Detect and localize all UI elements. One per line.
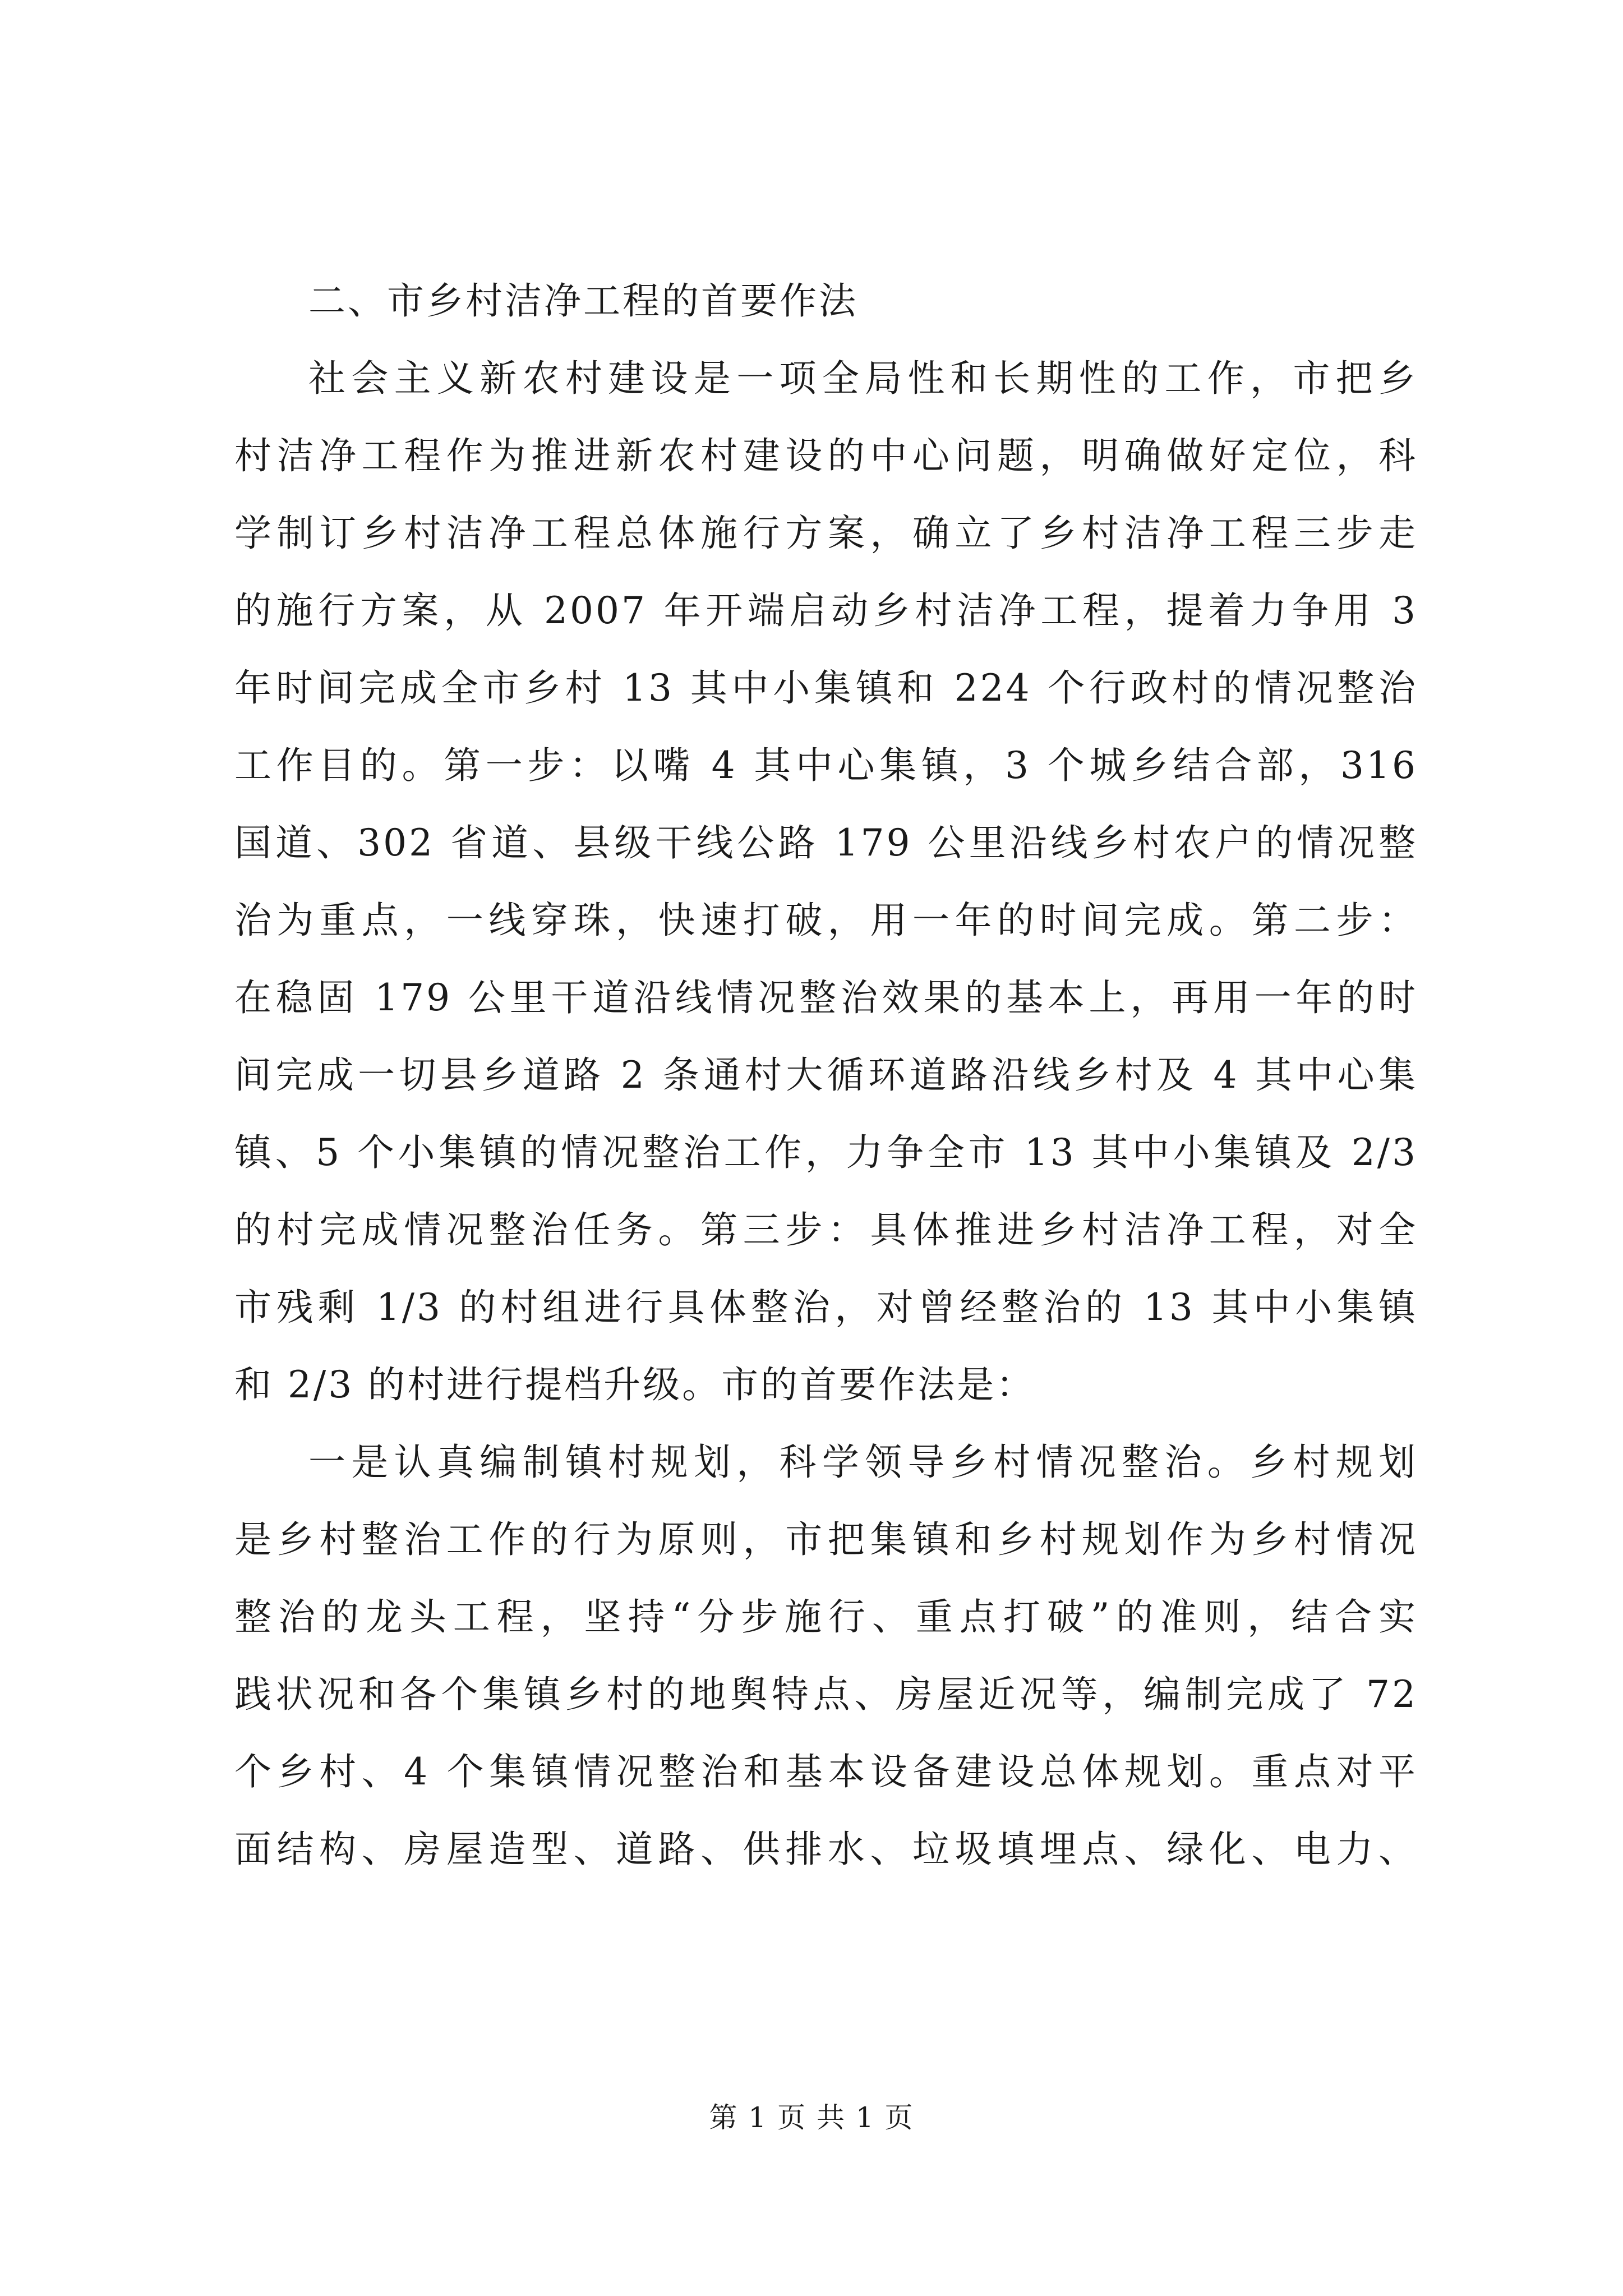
page-footer: 第 1 页 共 1 页 [709, 2101, 914, 2134]
paragraph-line: 年时间完成全市乡村 13 其中小集镇和 224 个行政村的情况整治 [234, 666, 1418, 710]
section-heading: 二、市乡村洁净工程的首要作法 [308, 279, 858, 323]
paragraph-line: 个乡村、4 个集镇情况整治和基本设备建设总体规划。重点对平 [234, 1750, 1418, 1793]
paragraph-line: 工作目的。第一步：以嘴 4 其中心集镇，3 个城乡结合部，316 [234, 744, 1418, 787]
paragraph-line: 和 2/3 的村进行提档升级。市的首要作法是： [234, 1363, 1036, 1406]
paragraph-line: 的施行方案，从 2007 年开端启动乡村洁净工程，提着力争用 3 [234, 589, 1418, 632]
paragraph-line: 面结构、房屋造型、道路、供排水、垃圾填埋点、绿化、电力、 [234, 1828, 1418, 1871]
paragraph-line: 治为重点，一线穿珠，快速打破，用一年的时间完成。第二步： [234, 899, 1418, 942]
paragraph-line: 一是认真编制镇村规划，科学领导乡村情况整治。乡村规划 [308, 1441, 1418, 1484]
paragraph-line: 镇、5 个小集镇的情况整治工作，力争全市 13 其中小集镇及 2/3 [234, 1131, 1418, 1174]
paragraph-line: 村洁净工程作为推进新农村建设的中心问题，明确做好定位，科 [234, 434, 1418, 477]
paragraph-2 [234, 1424, 1418, 1888]
paragraph-line: 践状况和各个集镇乡村的地舆特点、房屋近况等，编制完成了 72 [234, 1673, 1418, 1716]
paragraph-line: 社会主义新农村建设是一项全局性和长期性的工作，市把乡 [308, 357, 1418, 400]
document-body [234, 263, 1418, 1888]
paragraph-line: 整治的龙头工程，坚持“分步施行、重点打破”的准则，结合实 [234, 1595, 1418, 1639]
paragraph-line: 在稳固 179 公里干道沿线情况整治效果的基本上，再用一年的时 [234, 976, 1418, 1019]
paragraph-line: 的村完成情况整治任务。第三步：具体推进乡村洁净工程，对全 [234, 1208, 1418, 1251]
paragraph-line: 间完成一切县乡道路 2 条通村大循环道路沿线乡村及 4 其中心集 [234, 1053, 1418, 1097]
paragraph-line: 市残剩 1/3 的村组进行具体整治，对曾经整治的 13 其中小集镇 [234, 1286, 1418, 1329]
paragraph-1 [234, 340, 1418, 1424]
paragraph-line: 国道、302 省道、县级干线公路 179 公里沿线乡村农户的情况整 [234, 821, 1418, 864]
paragraph-line: 学制订乡村洁净工程总体施行方案，确立了乡村洁净工程三步走 [234, 512, 1418, 555]
paragraph-line: 是乡村整治工作的行为原则，市把集镇和乡村规划作为乡村情况 [234, 1518, 1418, 1561]
